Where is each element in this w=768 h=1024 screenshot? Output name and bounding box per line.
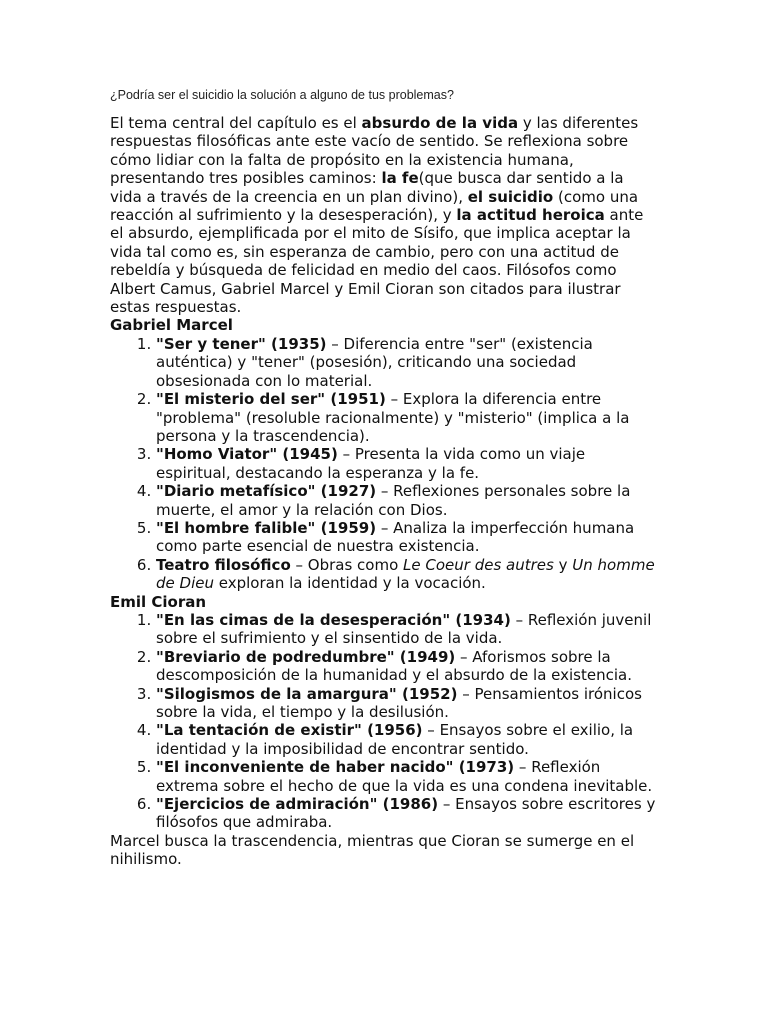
intro-text-5: ante el absurdo, ejemplificada por el mito de Sísifo, que implica aceptar la vida tal como es, sin esperanza de cambio, pero con una actitud de rebeldía y búsqueda de felicidad en medio del caos. Filósofos como Albert Camus, Gabriel Marcel y Emil Cioran son citados para ilustrar estas respuestas. — [110, 206, 644, 317]
work-description: – Diferencia entre "ser" (existencia auténtica) y "tener" (posesión), criticando una sociedad obsesionada con lo material. — [156, 334, 593, 390]
work-description: – Reflexión juvenil sobre el sufrimiento y el sinsentido de la vida. — [156, 610, 652, 648]
document-body — [110, 114, 658, 869]
intro-text-3: (que busca dar sentido a la vida a través de la creencia en un plan divino), — [110, 169, 624, 206]
intro-text-1: El tema central del capítulo es el — [110, 114, 362, 132]
work-description: – Analiza la imperfección humana como parte esencial de nuestra existencia. — [156, 518, 635, 556]
section-title-marcel: Gabriel Marcel — [110, 316, 233, 335]
work-description: – Presenta la vida como un viaje espiritual, destacando la esperanza y la fe. — [156, 445, 586, 482]
work-description-mid: y — [553, 555, 573, 574]
intro-bold-actitud: la actitud heroica — [456, 206, 605, 225]
list-item — [156, 721, 658, 758]
intro-text-2: y las diferentes respuestas filosóficas ante este vacío de sentido. Se reflexiona sobre cómo lidiar con la falta de propósito en la existencia humana, presentando tres posibles caminos: — [110, 114, 639, 188]
intro-bold-absurdo: absurdo de la vida — [361, 114, 519, 132]
list-item — [156, 519, 658, 556]
work-description: – Reflexión extrema sobre el hecho de que la vida es una condena inevitable. — [156, 758, 653, 795]
list-item — [156, 648, 658, 685]
work-description-pre: – Obras como — [290, 555, 404, 574]
work-description: – Ensayos sobre escritores y filósofos que admiraba. — [156, 795, 656, 832]
question-line: ¿Podría ser el suicidio la solución a alguno de tus problemas? — [110, 88, 454, 102]
cioran-works-list — [110, 611, 658, 832]
work-title: "Diario metafísico" (1927) — [156, 482, 377, 501]
work-title: "El misterio del ser" (1951) — [156, 390, 386, 409]
list-item — [156, 611, 658, 648]
work-title: "En las cimas de la desesperación" (1934) — [156, 610, 511, 629]
work-description: – Ensayos sobre el exilio, la identidad y la imposibilidad de encontrar sentido. — [156, 721, 634, 758]
work-description: – Pensamientos irónicos sobre la vida, el tiempo y la desilusión. — [156, 684, 642, 721]
work-title: "La tentación de existir" (1956) — [156, 721, 423, 740]
work-title: "Silogismos de la amargura" (1952) — [156, 684, 458, 703]
work-title: Teatro filosófico — [156, 555, 291, 574]
work-title: "El hombre falible" (1959) — [156, 518, 377, 537]
marcel-works-list — [110, 335, 658, 593]
work-description-post: exploran la identidad y la vocación. — [213, 574, 486, 593]
document-page — [110, 86, 658, 869]
work-description: – Explora la diferencia entre "problema" (resoluble racionalmente) y "misterio" (implica a la persona y la trascendencia). — [156, 390, 630, 445]
work-description: – Reflexiones personales sobre la muerte, el amor y la relación con Dios. — [156, 482, 631, 519]
work-title: "Ser y tener" (1935) — [156, 334, 327, 353]
intro-text-4: (como una reacción al sufrimiento y la desesperación), y — [110, 187, 639, 225]
list-item — [156, 758, 658, 795]
work-italic-title: Le Coeur des autres — [403, 555, 554, 574]
work-title: "Homo Viator" (1945) — [156, 445, 338, 464]
list-item — [156, 556, 658, 593]
work-title: "Breviario de podredumbre" (1949) — [156, 647, 456, 666]
list-item — [156, 445, 658, 482]
work-italic-title: Un homme de Dieu — [156, 555, 655, 593]
section-title-cioran: Emil Cioran — [110, 592, 207, 611]
list-item — [156, 482, 658, 519]
work-title: "Ejercicios de admiración" (1986) — [156, 795, 439, 814]
intro-paragraph — [110, 114, 658, 316]
intro-bold-fe: la fe — [381, 169, 419, 188]
intro-bold-suicidio: el suicidio — [467, 187, 554, 206]
work-description: – Aforismos sobre la descomposición de la humanidad y el absurdo de la existencia. — [156, 647, 632, 685]
list-item — [156, 685, 658, 722]
closing-paragraph: Marcel busca la trascendencia, mientras que Cioran se sumerge en el nihilismo. — [110, 831, 635, 869]
list-item — [156, 795, 658, 832]
list-item — [156, 390, 658, 445]
list-item — [156, 335, 658, 390]
work-title: "El inconveniente de haber nacido" (1973) — [156, 758, 515, 777]
